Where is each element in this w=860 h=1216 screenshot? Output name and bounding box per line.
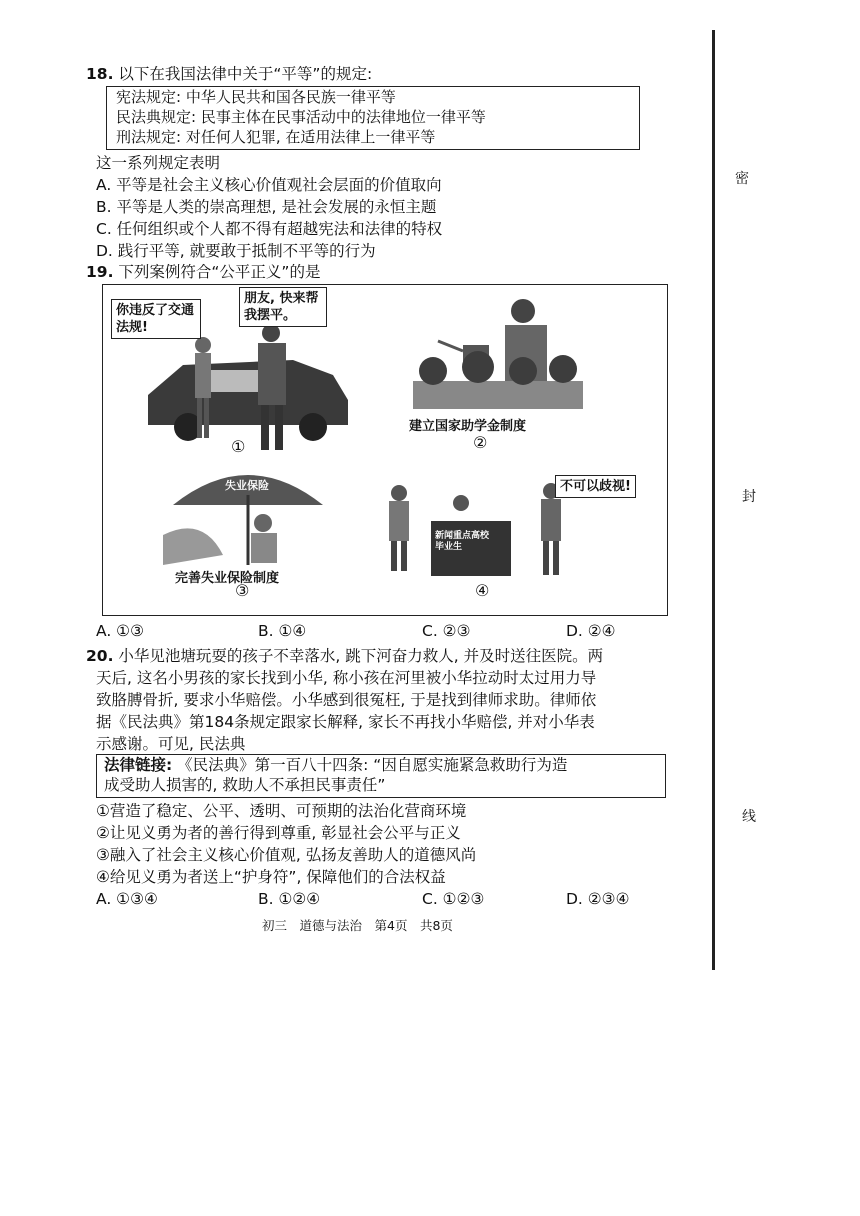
cartoon-umbrella xyxy=(163,455,333,575)
q20-stem-line-5: 示感谢。可见, 民法典 xyxy=(96,735,246,753)
q19-stem-row xyxy=(86,262,320,282)
q20-stem-text-1: 小华见池塘玩耍的孩子不幸落水, 跳下河奋力救人, 并及时送往医院。两 xyxy=(118,647,604,665)
q20-statement-3: ③融入了社会主义核心价值观, 弘扬友善助人的道德风尚 xyxy=(96,846,477,864)
cartoon-watering-plants xyxy=(393,293,593,413)
q20-stem-line-2: 天后, 这名小男孩的家长找到小华, 称小孩在河里被小华拉动时太过用力导 xyxy=(96,669,597,687)
q19-cartoon-panel xyxy=(102,284,668,616)
q20-option-b[interactable]: B. ①②④ xyxy=(258,890,321,908)
q19-number: 19. xyxy=(86,263,114,281)
q18-option-c[interactable]: C. 任何组织或个人都不得有超越宪法和法律的特权 xyxy=(96,220,443,238)
page-footer: 初三 道德与法治 第4页 共8页 xyxy=(262,918,453,933)
q19-bubble-2: 朋友, 快来帮我摆平。 xyxy=(239,287,327,327)
q18-option-b[interactable]: B. 平等是人类的崇高理想, 是社会发展的永恒主题 xyxy=(96,198,437,216)
binding-char-xian: 线 xyxy=(742,809,756,825)
seal-binding-line xyxy=(712,30,715,970)
q20-statement-1: ①营造了稳定、公平、透明、可预期的法治化营商环境 xyxy=(96,802,467,820)
q20-link-line-1 xyxy=(104,755,567,775)
q19-bubble-1: 你违反了交通法规! xyxy=(111,299,201,339)
q20-option-a[interactable]: A. ①③④ xyxy=(96,890,158,908)
q20-option-c[interactable]: C. ①②③ xyxy=(422,890,485,908)
q20-statement-2: ②让见义勇为者的善行得到尊重, 彰显社会公平与正义 xyxy=(96,824,461,842)
q19-marker-2: ② xyxy=(473,433,488,452)
q19-stem: 下列案例符合“公平正义”的是 xyxy=(118,263,321,281)
q19-marker-1: ① xyxy=(231,437,246,456)
q18-option-d[interactable]: D. 践行平等, 就要敢于抵制不平等的行为 xyxy=(96,242,376,260)
q19-option-d[interactable]: D. ②④ xyxy=(566,622,616,640)
job-seeker-figure xyxy=(389,485,409,571)
q18-box-line-2: 民法典规定: 民事主体在民事活动中的法律地位一律平等 xyxy=(116,108,486,126)
q19-marker-4: ④ xyxy=(475,581,490,600)
q20-statement-4: ④给见义勇为者送上“护身符”, 保障他们的合法权益 xyxy=(96,868,446,886)
q18-lead: 这一系列规定表明 xyxy=(96,154,221,172)
q19-option-c[interactable]: C. ②③ xyxy=(422,622,471,640)
q20-stem-line-1 xyxy=(86,646,603,666)
q20-link-text-1: 《民法典》第一百八十四条: “因自愿实施紧急救助行为造 xyxy=(177,756,568,774)
q19-option-a[interactable]: A. ①③ xyxy=(96,622,144,640)
q19-marker-3: ③ xyxy=(235,581,250,600)
q18-option-a[interactable]: A. 平等是社会主义核心价值观社会层面的价值取向 xyxy=(96,176,442,194)
man-under-umbrella-figure xyxy=(251,514,277,563)
q18-number: 18. xyxy=(86,65,114,83)
q20-stem-line-3: 致胳膊骨折, 要求小华赔偿。小华感到很冤枉, 于是找到律师求助。律师依 xyxy=(96,691,597,709)
binding-char-feng: 封 xyxy=(742,489,756,505)
q20-number: 20. xyxy=(86,647,114,665)
q19-umbrella-text: 失业保险 xyxy=(225,479,269,492)
potted-plants xyxy=(413,351,583,409)
binding-char-mi: 密 xyxy=(735,171,749,187)
driver-figure xyxy=(258,324,286,450)
q18-stem: 以下在我国法律中关于“平等”的规定: xyxy=(118,65,373,83)
q19-option-b[interactable]: B. ①④ xyxy=(258,622,307,640)
q20-option-d[interactable]: D. ②③④ xyxy=(566,890,630,908)
q19-bubble-4: 不可以歧视! xyxy=(555,475,636,498)
q18-box-line-1: 宪法规定: 中华人民共和国各民族一律平等 xyxy=(116,88,396,106)
q18-box-line-3: 刑法规定: 对任何人犯罪, 在适用法律上一律平等 xyxy=(116,128,436,146)
car-illustration xyxy=(148,360,348,441)
q19-caption-3: 完善失业保险制度 xyxy=(175,571,280,586)
q19-caption-2: 建立国家助学金制度 xyxy=(409,419,527,434)
q18-stem-row xyxy=(86,64,372,84)
q20-link-label: 法律链接: xyxy=(104,756,173,774)
ground-slope xyxy=(163,528,223,565)
q19-desk-sign: 新闻重点高校毕业生 xyxy=(435,531,490,552)
q20-stem-line-4: 据《民法典》第184条规定跟家长解释, 家长不再找小华赔偿, 并对小华表 xyxy=(96,713,595,731)
q20-link-text-2: 成受助人损害的, 救助人不承担民事责任” xyxy=(104,776,386,794)
